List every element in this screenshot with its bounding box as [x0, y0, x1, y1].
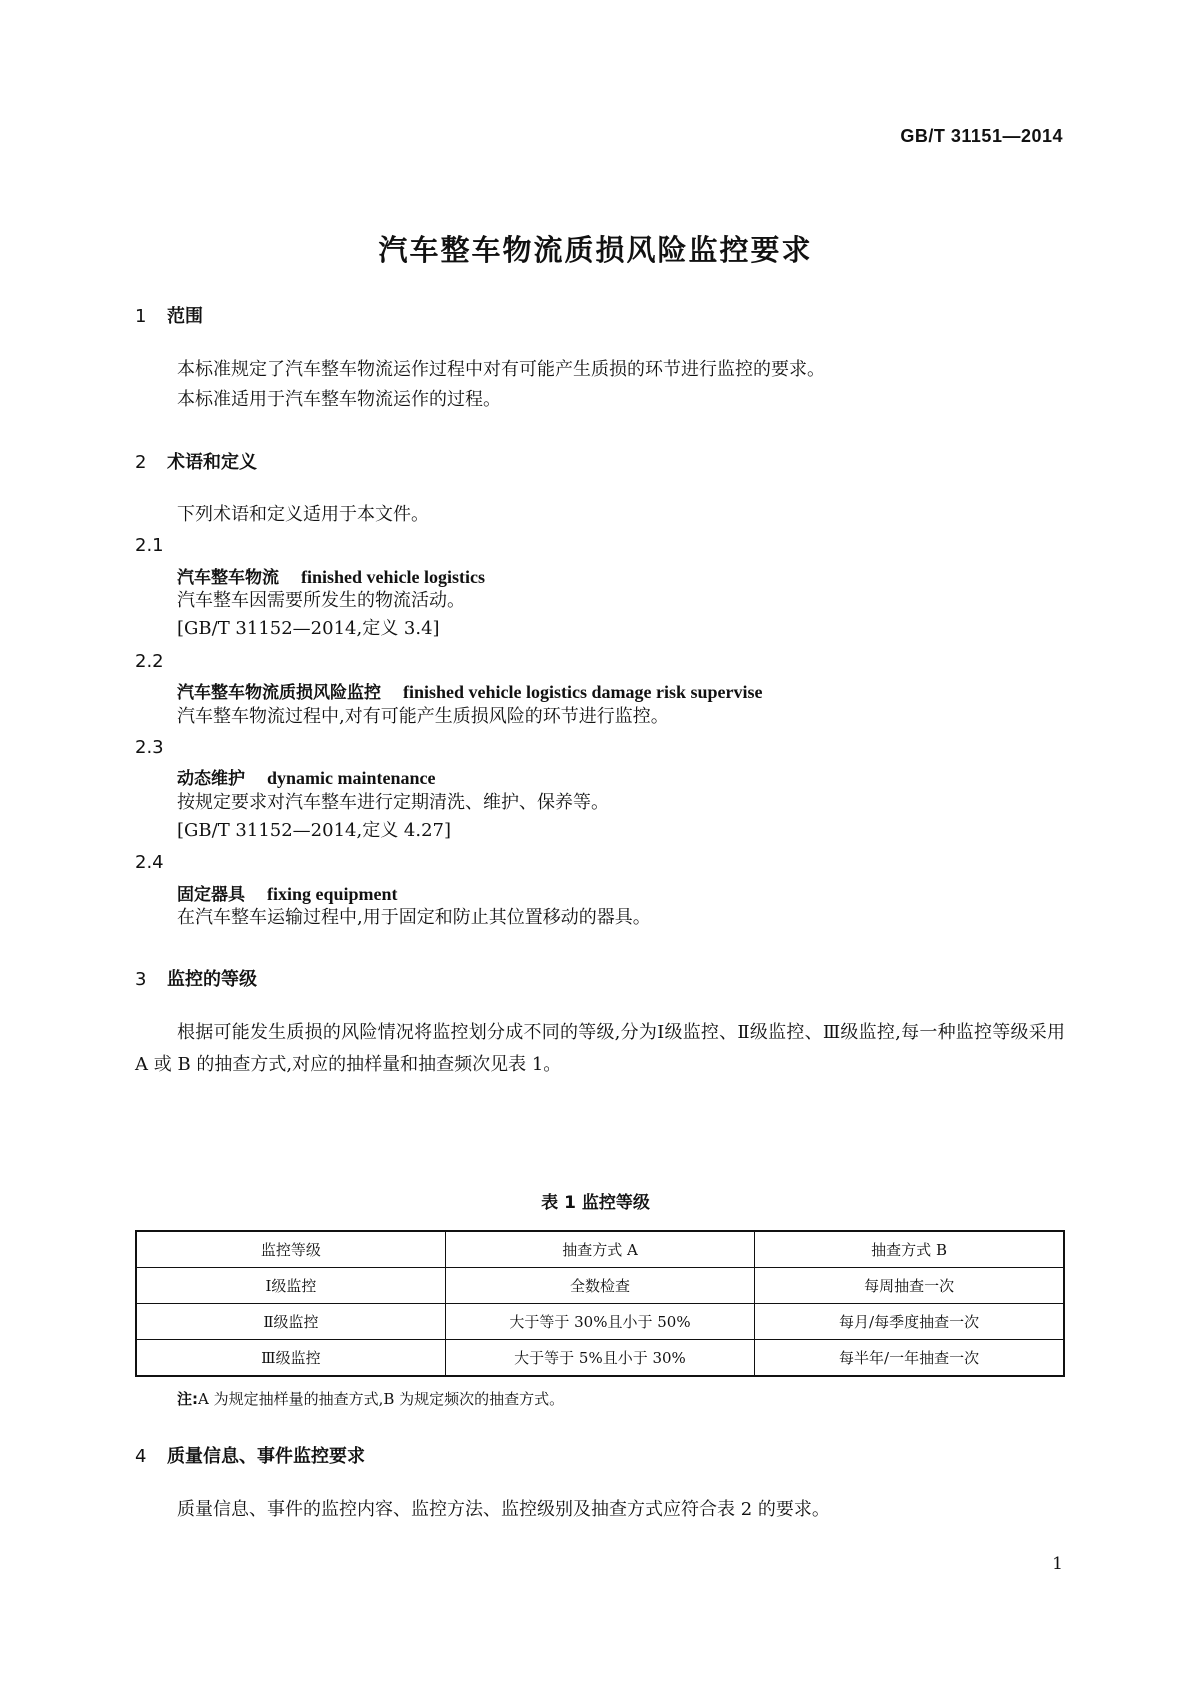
term-definition: 在汽车整车运输过程中,用于固定和防止其位置移动的器具。 — [177, 907, 651, 928]
term-source: [GB/T 31152—2014,定义 3.4] — [177, 618, 440, 639]
term-cn: 动态维护 — [177, 769, 245, 789]
term-number: 2.1 — [135, 535, 164, 556]
section-4-paragraph: 质量信息、事件的监控内容、监控方法、监控级别及抽查方式应符合表 2 的要求。 — [177, 1499, 830, 1520]
term-heading — [177, 764, 436, 789]
table-cell: 大于等于 30%且小于 50% — [445, 1304, 754, 1340]
section-title: 监控的等级 — [167, 969, 257, 990]
section-number: 2 — [135, 452, 147, 473]
section-1-paragraph-1: 本标准规定了汽车整车物流运作过程中对有可能产生质损的环节进行监控的要求。 — [177, 359, 825, 380]
term-heading — [177, 563, 485, 588]
term-en: dynamic maintenance — [267, 768, 436, 788]
note-text: A 为规定抽样量的抽查方式,B 为规定频次的抽查方式。 — [198, 1390, 565, 1408]
table-cell: 每半年/一年抽查一次 — [755, 1340, 1064, 1377]
table-caption: 表 1 监控等级 — [541, 1193, 650, 1213]
table-cell: 大于等于 5%且小于 30% — [445, 1340, 754, 1377]
term-source: [GB/T 31152—2014,定义 4.27] — [177, 820, 452, 841]
table-note — [177, 1388, 564, 1409]
term-cn: 固定器具 — [177, 885, 245, 905]
section-title: 术语和定义 — [167, 452, 257, 473]
table-cell: 每周抽查一次 — [755, 1268, 1064, 1304]
section-3-paragraph: 根据可能发生质损的风险情况将监控划分成不同的等级,分为Ⅰ级监控、Ⅱ级监控、Ⅲ级监控,每一种监控等级采用 A 或 B 的抽查方式,对应的抽样量和抽查频次见表 1。 — [135, 1022, 1065, 1075]
table-header-cell: 抽查方式 B — [755, 1231, 1064, 1268]
term-cn: 汽车整车物流 — [177, 568, 279, 588]
term-en: finished vehicle logistics damage risk supervise — [403, 682, 763, 702]
term-number: 2.4 — [135, 852, 164, 873]
standard-number: GB/T 31151—2014 — [900, 126, 1063, 146]
term-cn: 汽车整车物流质损风险监控 — [177, 683, 381, 703]
section-4-heading — [135, 1442, 365, 1468]
table-header-cell: 监控等级 — [136, 1231, 445, 1268]
table-cell: 全数检查 — [445, 1268, 754, 1304]
section-number: 3 — [135, 969, 147, 990]
term-number: 2.2 — [135, 651, 164, 672]
section-2-heading — [135, 448, 257, 474]
section-title: 范围 — [167, 306, 203, 327]
term-heading — [177, 880, 398, 905]
section-3-heading — [135, 965, 257, 991]
term-definition: 按规定要求对汽车整车进行定期清洗、维护、保养等。 — [177, 792, 609, 813]
table-cell: Ⅰ级监控 — [136, 1268, 445, 1304]
table-header-row — [136, 1231, 1064, 1268]
section-1-paragraph-2: 本标准适用于汽车整车物流运作的过程。 — [177, 389, 501, 410]
section-title: 质量信息、事件监控要求 — [167, 1446, 365, 1467]
note-label: 注: — [177, 1390, 198, 1408]
section-number: 1 — [135, 306, 147, 327]
table-row — [136, 1268, 1064, 1304]
table-header-cell: 抽查方式 A — [445, 1231, 754, 1268]
table-cell: Ⅱ级监控 — [136, 1304, 445, 1340]
page-number: 1 — [1052, 1554, 1063, 1574]
term-heading — [177, 678, 763, 703]
section-2-intro: 下列术语和定义适用于本文件。 — [177, 504, 429, 525]
term-en: finished vehicle logistics — [301, 567, 485, 587]
section-number: 4 — [135, 1446, 147, 1467]
table-row — [136, 1304, 1064, 1340]
term-number: 2.3 — [135, 737, 164, 758]
document-title: 汽车整车物流质损风险监控要求 — [378, 233, 813, 267]
table-cell: Ⅲ级监控 — [136, 1340, 445, 1377]
table-cell: 每月/每季度抽查一次 — [755, 1304, 1064, 1340]
term-en: fixing equipment — [267, 884, 398, 904]
table-row — [136, 1340, 1064, 1377]
term-definition: 汽车整车物流过程中,对有可能产生质损风险的环节进行监控。 — [177, 706, 669, 727]
section-1-heading — [135, 302, 203, 328]
term-definition: 汽车整车因需要所发生的物流活动。 — [177, 590, 465, 611]
monitoring-level-table — [135, 1230, 1065, 1377]
